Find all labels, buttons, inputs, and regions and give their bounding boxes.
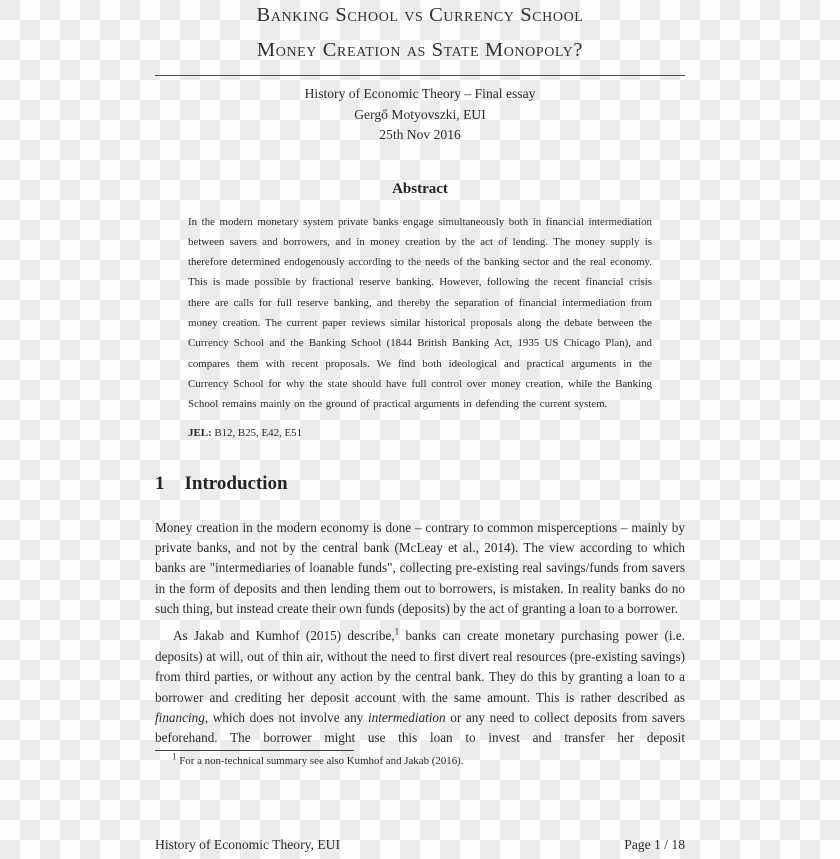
date-line: 25th Nov 2016 [379,127,461,142]
footnote-divider-rule [155,750,354,751]
page-footer [155,836,685,854]
paper-page [155,0,685,859]
para2-text: As Jakab and Kumhof (2015) describe, [173,628,395,644]
footer-page-number: Page 1 / 18 [624,837,685,852]
footnote-marker: 1 [172,750,177,761]
author-line: Gergő Motyovszki, EUI [354,106,486,122]
footnote-reference-marker: 1 [394,627,400,638]
page-title-line2: Money Creation as State Monopoly? [256,39,584,61]
footer-course-label: History of Economic Theory, EUI [155,837,340,852]
jel-label: JEL: [188,427,212,440]
intro-paragraph-2 [155,626,685,748]
header-divider-rule [155,75,685,76]
footnote-text: For a non-technical summary see also Kumhof and Jakab (2016). [176,754,464,767]
italic-intermediation: intermediation [367,709,446,725]
para2-text: or any need to collect deposits from savers beforehand. The borrower might use this loan to invest and transfer her deposit [155,709,686,746]
italic-financing: financing [155,709,205,725]
page-title-line1: Banking School vs Currency School [256,4,584,26]
jel-values: B12, B25, E42, E51 [211,427,303,440]
footnote-1 [155,750,685,769]
section-number: 1 [155,472,165,494]
abstract-heading: Abstract [392,180,448,197]
section-title: Introduction [184,472,288,494]
subtitle-block [155,84,685,146]
para2-text: , which does not involve any [204,709,368,725]
course-line: History of Economic Theory – Final essay [304,86,536,101]
intro-paragraph-1: Money creation in the modern economy is done – contrary to common misperceptions – mainly by private banks, and not by the central bank (McLeay et al., 2014). The view according to which banks are "intermediaries of loanable funds", collecting pre-existing real savings/funds from savers in the form of deposits and then lending them out to borrowers, is mistaken. In reality banks do no such thing, but instead create their own funds (deposits) by the act of granting a loan to a borrower. [155,519,685,617]
section-heading-introduction [155,472,685,496]
jel-codes-line [188,423,652,443]
para2-text: banks can create monetary purchasing power (i.e. deposits) at will, out of thin air, without the need to first divert real resources (pre-existing savings) from third parties, or without any action by the central bank. They do this by granting a loan to a borrower and crediting her deposit account with the same amount. This is rather described as [155,628,685,705]
abstract-text: In the modern monetary system private banks engage simultaneously both in financial intermediation between savers and borrowers, and in money creation by the act of lending. The money supply is therefore determined endogenously according to the needs of the banking sector and the real economy. This is made possible by fractional reserve banking. However, following the recent financial crisis there are calls for full reserve banking, and thereby the separation of financial intermediation from money creation. The current paper reviews similar historical proposals along the debate between the Currency School and the Banking School (1844 British Banking Act, 1935 US Chicago Plan), and compares them with recent proposals. We find both ideological and practical arguments in the Currency School for why the state should have full control over money creation, while the Banking School remains mainly on the ground of practical arguments in defending the current system. [188,215,652,411]
